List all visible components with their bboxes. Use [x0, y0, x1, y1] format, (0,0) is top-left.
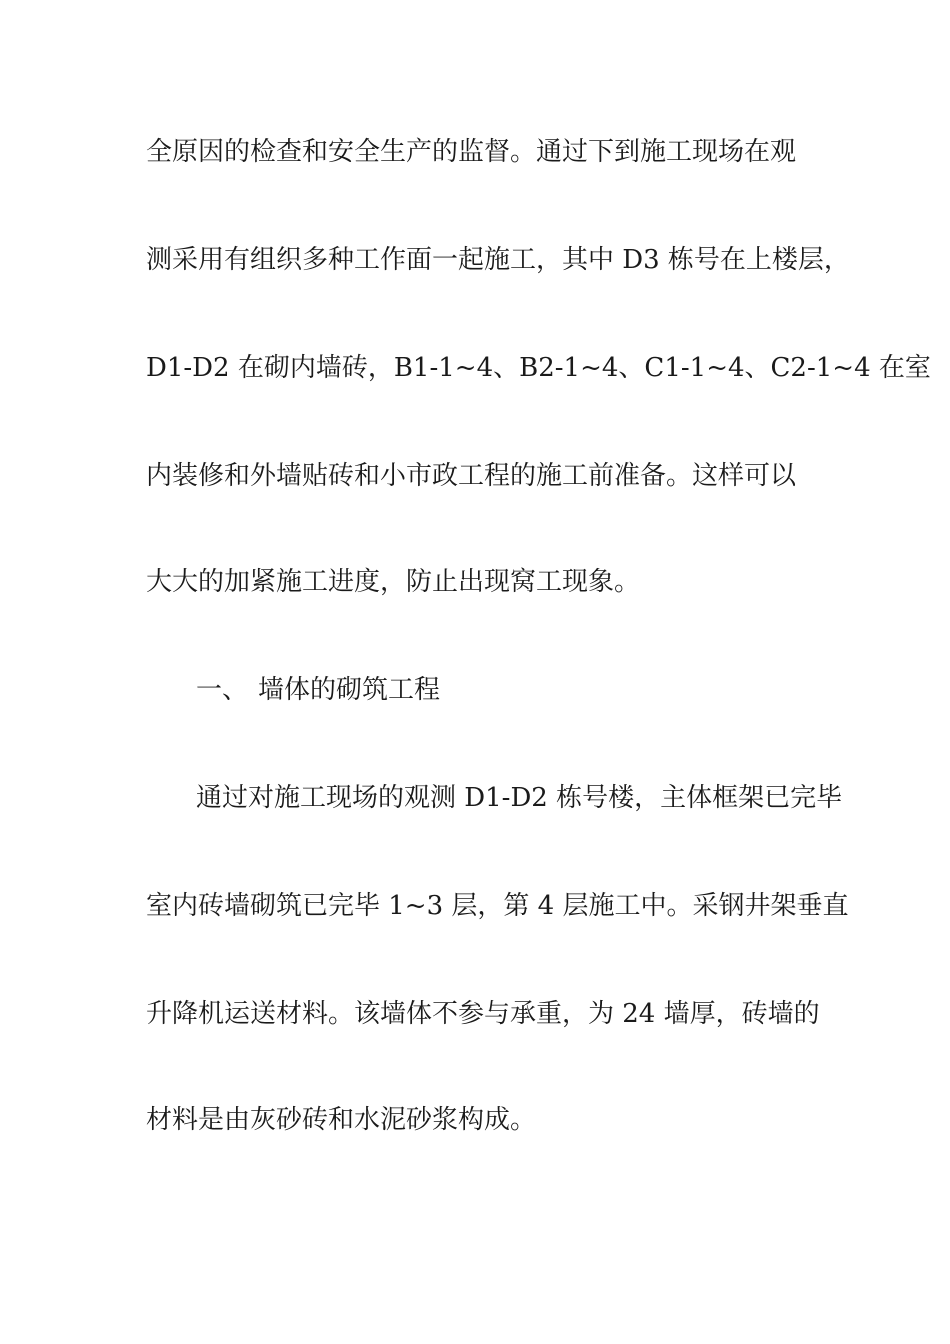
- section-number: 一、: [196, 675, 249, 705]
- paragraph-line: 全原因的检查和安全生产的监督。通过下到施工现场在观: [146, 137, 797, 167]
- section-heading: [196, 674, 440, 706]
- paragraph-line: 材料是由灰砂砖和水泥砂浆构成。: [146, 1105, 537, 1135]
- paragraph-line: 大大的加紧施工进度，防止出现窝工现象。: [146, 567, 641, 597]
- paragraph-line: D1-D2 在砌内墙砖，B1-1~4、B2-1~4、C1-1~4、C2-1~4 在室: [146, 353, 931, 383]
- section-title: 墙体的砌筑工程: [258, 675, 441, 705]
- paragraph-line: 通过对施工现场的观测 D1-D2 栋号楼，主体框架已完毕: [196, 783, 843, 813]
- paragraph-line: 室内砖墙砌筑已完毕 1~3 层，第 4 层施工中。采钢井架垂直: [146, 891, 849, 921]
- paragraph-line: 升降机运送材料。该墙体不参与承重，为 24 墙厚，砖墙的: [146, 999, 820, 1029]
- paragraph-line: 内装修和外墙贴砖和小市政工程的施工前准备。这样可以: [146, 461, 797, 491]
- paragraph-line: 测采用有组织多种工作面一起施工，其中 D3 栋号在上楼层，: [146, 245, 850, 275]
